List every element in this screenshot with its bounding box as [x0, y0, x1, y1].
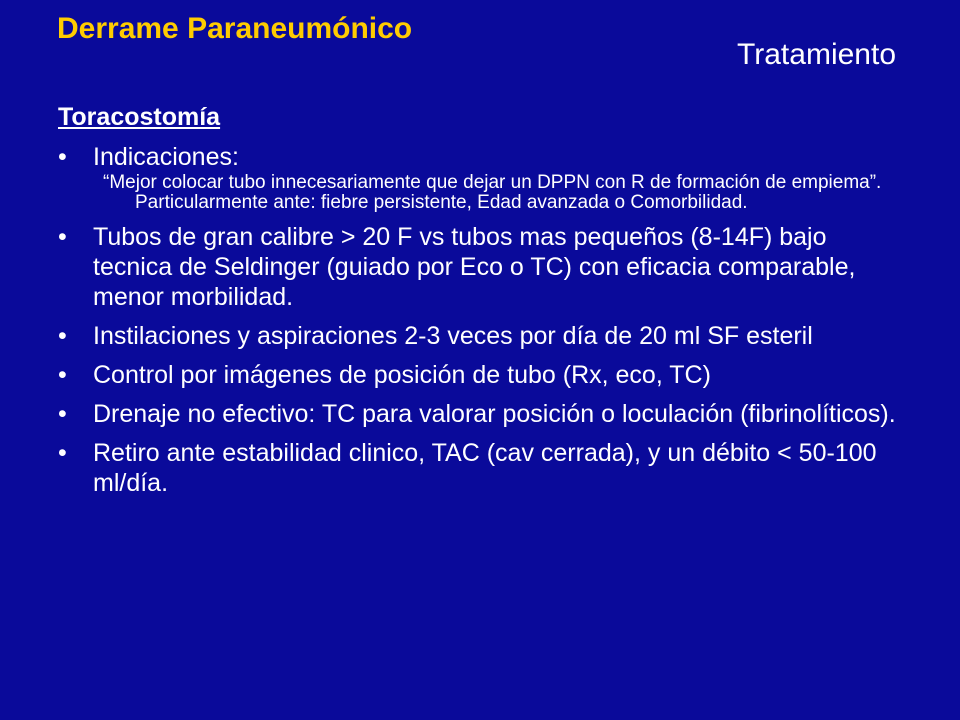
bullet-item-drenaje [58, 399, 908, 429]
slide-subtitle: Tratamiento [737, 38, 896, 71]
bullet-marker: • [58, 322, 67, 350]
section-heading: Toracostomía [58, 103, 221, 131]
bullet-marker: • [58, 439, 67, 467]
bullet-text: Drenaje no efectivo: TC para valorar posición o loculación (fibrinolíticos). [93, 400, 896, 428]
bullet-marker: • [58, 143, 67, 171]
bullet-text: Indicaciones: [93, 143, 239, 171]
bullet-item-tubos [58, 222, 908, 312]
bullet-text: Control por imágenes de posición de tubo (Rx, eco, TC) [93, 361, 711, 389]
bullet-item-indicaciones [58, 142, 908, 213]
bullet-marker: • [58, 400, 67, 428]
slide-title: Derrame Paraneumónico [57, 12, 413, 45]
bullet-text: Tubos de gran calibre > 20 F vs tubos mas pequeños (8-14F) bajo tecnica de Seldinger (guiado por Eco o TC) con eficacia comparable, menor morbilidad. [93, 223, 856, 311]
bullet-text: Instilaciones y aspiraciones 2-3 veces por día de 20 ml SF esteril [93, 322, 813, 350]
bullet-item-control [58, 360, 908, 390]
bullet-marker: • [58, 361, 67, 389]
bullet-item-instilaciones [58, 321, 908, 351]
bullet-item-retiro [58, 438, 908, 498]
bullet-text: Retiro ante estabilidad clinico, TAC (cav cerrada), y un débito < 50-100 ml/día. [93, 439, 877, 497]
indication-quote: “Mejor colocar tubo innecesariamente que dejar un DPPN con R de formación de empiema”. Particularmente ante: fiebre persistente, Edad avanzada o Comorbilidad. [103, 172, 882, 213]
bullet-list [58, 142, 908, 507]
bullet-marker: • [58, 223, 67, 251]
